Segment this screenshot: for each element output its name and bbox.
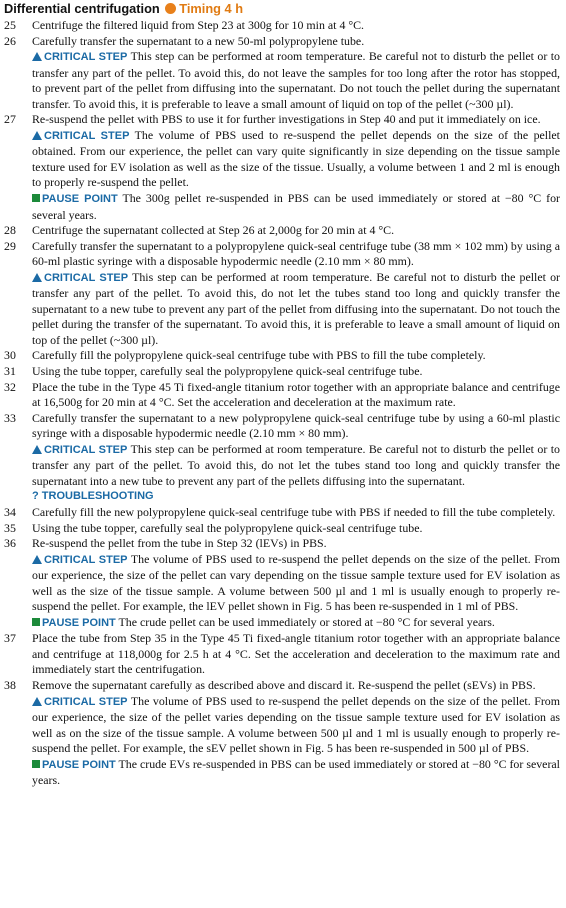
protocol-step: [4, 239, 560, 349]
step-text: Remove the supernatant carefully as described above and discard it. Re-suspend the pellet (sEVs) in PBS.: [32, 677, 536, 692]
step-number: 34: [4, 504, 16, 519]
critical-step-label: CRITICAL STEP: [44, 443, 128, 456]
critical-step-note: [32, 270, 560, 349]
step-number: 30: [4, 348, 16, 363]
timing-label: Timing 4 h: [179, 1, 244, 16]
protocol-step: [4, 631, 560, 678]
troubleshooting-link[interactable]: ? TROUBLESHOOTING: [32, 490, 154, 503]
pause-point-note: [32, 191, 560, 223]
pause-point-note: [32, 615, 560, 632]
step-number: 32: [4, 379, 16, 394]
step-text: Carefully transfer the supernatant to a polypropylene quick-seal centrifuge tube (38 mm × 102 mm) by using a 60-ml plastic syringe with a disposable hypodermic needle (2.10 mm × 80 mm).: [32, 238, 560, 269]
warning-triangle-icon: [32, 555, 42, 564]
protocol-step: [4, 223, 560, 239]
critical-step-label: CRITICAL STEP: [44, 695, 128, 708]
warning-triangle-icon: [32, 273, 42, 282]
critical-step-note: [32, 49, 560, 112]
pause-point-note: [32, 757, 560, 789]
pause-square-icon: [32, 618, 40, 626]
critical-step-label: CRITICAL STEP: [44, 553, 128, 566]
step-text: Re-suspend the pellet with PBS to use it for further investigations in Step 40 and put it immediately on ice.: [32, 112, 541, 127]
step-number: 26: [4, 33, 16, 48]
critical-step-note: [32, 128, 560, 191]
step-text: Carefully transfer the supernatant to a new polypropylene quick-seal centrifuge tube by using a 60-ml plastic syringe with a disposable hypodermic needle (2.10 mm × 80 mm).: [32, 410, 560, 441]
critical-step-label: CRITICAL STEP: [44, 271, 129, 284]
step-number: 25: [4, 18, 16, 32]
pause-point-label: PAUSE POINT: [42, 193, 118, 206]
protocol-step: [4, 380, 560, 411]
protocol-step: [4, 678, 560, 789]
pause-point-label: PAUSE POINT: [42, 616, 116, 629]
step-text: Centrifuge the supernatant collected at Step 26 at 2,000g for 20 min at 4 °C.: [32, 223, 395, 238]
protocol-step: [4, 348, 560, 364]
timing-dot-icon: [165, 3, 176, 14]
protocol-step: [4, 521, 560, 537]
protocol-step: [4, 18, 560, 34]
warning-triangle-icon: [32, 445, 42, 454]
protocol-step: [4, 536, 560, 631]
step-number: 31: [4, 364, 16, 379]
critical-step-note: [32, 552, 560, 615]
step-number: 36: [4, 536, 16, 551]
pause-point-text: The crude pellet can be used immediately or stored at −80 °C for several years.: [118, 614, 495, 629]
critical-step-text: This step can be performed at room temperature. Be careful not to disturb the pellet or to transfer any part of the pellet. To avoid this, do not let the tubes stand too long and quickly transfer the supernatant into a new tube to prevent any part of the pellets diffusing into the supernatant.: [32, 441, 560, 488]
step-text: Carefully fill the new polypropylene quick-seal centrifuge tube with PBS if needed to fill the tube completely.: [32, 504, 556, 519]
pause-point-text: The crude EVs re-suspended in PBS can be used immediately or stored at −80 °C for several years.: [32, 756, 560, 788]
warning-triangle-icon: [32, 697, 42, 706]
section-heading: [4, 1, 560, 17]
critical-step-text: This step can be performed at room temperature. Be careful not to disturb the pellet or transfer any part of the pellet. To avoid this, do not let the tubes stand too long and quickly transfer the supernatant to a new tube to prevent any part of the pellet from diffusing into the supernatant. Do not touch the pellet during the transfer of the supernatant. To avoid this, it is preferable to leave a small amount of liquid on top of the pellet (~300 µl).: [32, 269, 560, 347]
critical-step-text: This step can be performed at room temperature. Be careful not to disturb the pellet or to transfer any part of the pellet. To avoid this, do not leave the samples for too long after the rotor has stopped, to prevent part of the pellet from diffusing into the supernatant. Do not touch the pellet during the supernatant transfer. To avoid this, it is preferable to leave a small amount of liquid on top of the pellet (~300 µl).: [32, 49, 560, 111]
step-text: Place the tube from Step 35 in the Type 45 Ti fixed-angle titanium rotor together with an appropriate balance and centrifuge at 118,000g for 2.5 h at 4 °C. Set the acceleration and deceleration to the maximum rate and immediately start the centrifugation.: [32, 631, 560, 677]
step-number: 33: [4, 410, 16, 425]
critical-step-text: The volume of PBS used to re-suspend the pellet depends on the size of the pellet obtained. From our experience, the pellet can vary quite significantly in size depending on the tissue sample texture used for EV isolation as well as the size of the tissue. Usually, a volume between 1 and 2 ml is enough to properly re-suspend the pellet.: [32, 127, 560, 190]
step-text: Place the tube in the Type 45 Ti fixed-angle titanium rotor together with an appropriate balance and centrifuge at 16,500g for 20 min at 4 °C. Set the acceleration and deceleration at the maximum rate.: [32, 379, 560, 410]
step-number: 37: [4, 631, 16, 646]
pause-point-text: The 300g pellet re-suspended in PBS can be used immediately or stored at −80 °C for several years.: [32, 191, 560, 222]
step-text: Carefully fill the polypropylene quick-seal centrifuge tube with PBS to fill the tube completely.: [32, 348, 486, 363]
step-number: 38: [4, 677, 16, 692]
protocol-step: [4, 411, 560, 505]
protocol-step: [4, 505, 560, 521]
pause-square-icon: [32, 194, 40, 202]
protocol-step: [4, 364, 560, 380]
step-text: Re-suspend the pellet from the tube in Step 32 (lEVs) in PBS.: [32, 536, 327, 551]
step-number: 29: [4, 238, 16, 253]
critical-step-text: The volume of PBS used to re-suspend the pellet depends on the size of the pellet. From our experience, the size of the pellet can vary depending on the tissue sample texture used for EV isolation as well as the size of the tissue sample. A volume between 500 µl and 1 ml is usually enough to properly re-suspend the pellet. For example, the lEV pellet shown in Fig. 5 has been re-suspended in 1 ml of PBS.: [32, 551, 560, 614]
step-text: Carefully transfer the supernatant to a new 50-ml polypropylene tube.: [32, 33, 365, 48]
step-text: Using the tube topper, carefully seal the polypropylene quick-seal centrifuge tube.: [32, 364, 423, 379]
step-text: Centrifuge the filtered liquid from Step 23 at 300g for 10 min at 4 °C.: [32, 18, 365, 32]
protocol-step: [4, 112, 560, 223]
pause-point-label: PAUSE POINT: [42, 758, 116, 771]
step-number: 28: [4, 223, 16, 238]
step-number: 35: [4, 520, 16, 535]
warning-triangle-icon: [32, 52, 42, 61]
section-title: Differential centrifugation: [4, 1, 160, 16]
step-text: Using the tube topper, carefully seal the polypropylene quick-seal centrifuge tube.: [32, 520, 423, 535]
critical-step-label: CRITICAL STEP: [44, 51, 128, 64]
critical-step-text: The volume of PBS used to re-suspend the pellet depends on the size of the pellet. From our experience, the size of the pellet varies depending on the tissue sample texture used for EV isolation as well as on the size of the tissue sample. A volume between 500 µl and 1 ml is usually enough to properly re-suspend the pellet. For example, the sEV pellet shown in Fig. 5 has been re-suspended in 500 µl of PBS.: [32, 693, 560, 756]
step-number: 27: [4, 112, 16, 127]
protocol-step: [4, 34, 560, 113]
warning-triangle-icon: [32, 131, 42, 140]
critical-step-note: [32, 442, 560, 490]
step-list: [4, 18, 560, 789]
critical-step-note: [32, 694, 560, 757]
pause-square-icon: [32, 760, 40, 768]
critical-step-label: CRITICAL STEP: [44, 129, 130, 142]
